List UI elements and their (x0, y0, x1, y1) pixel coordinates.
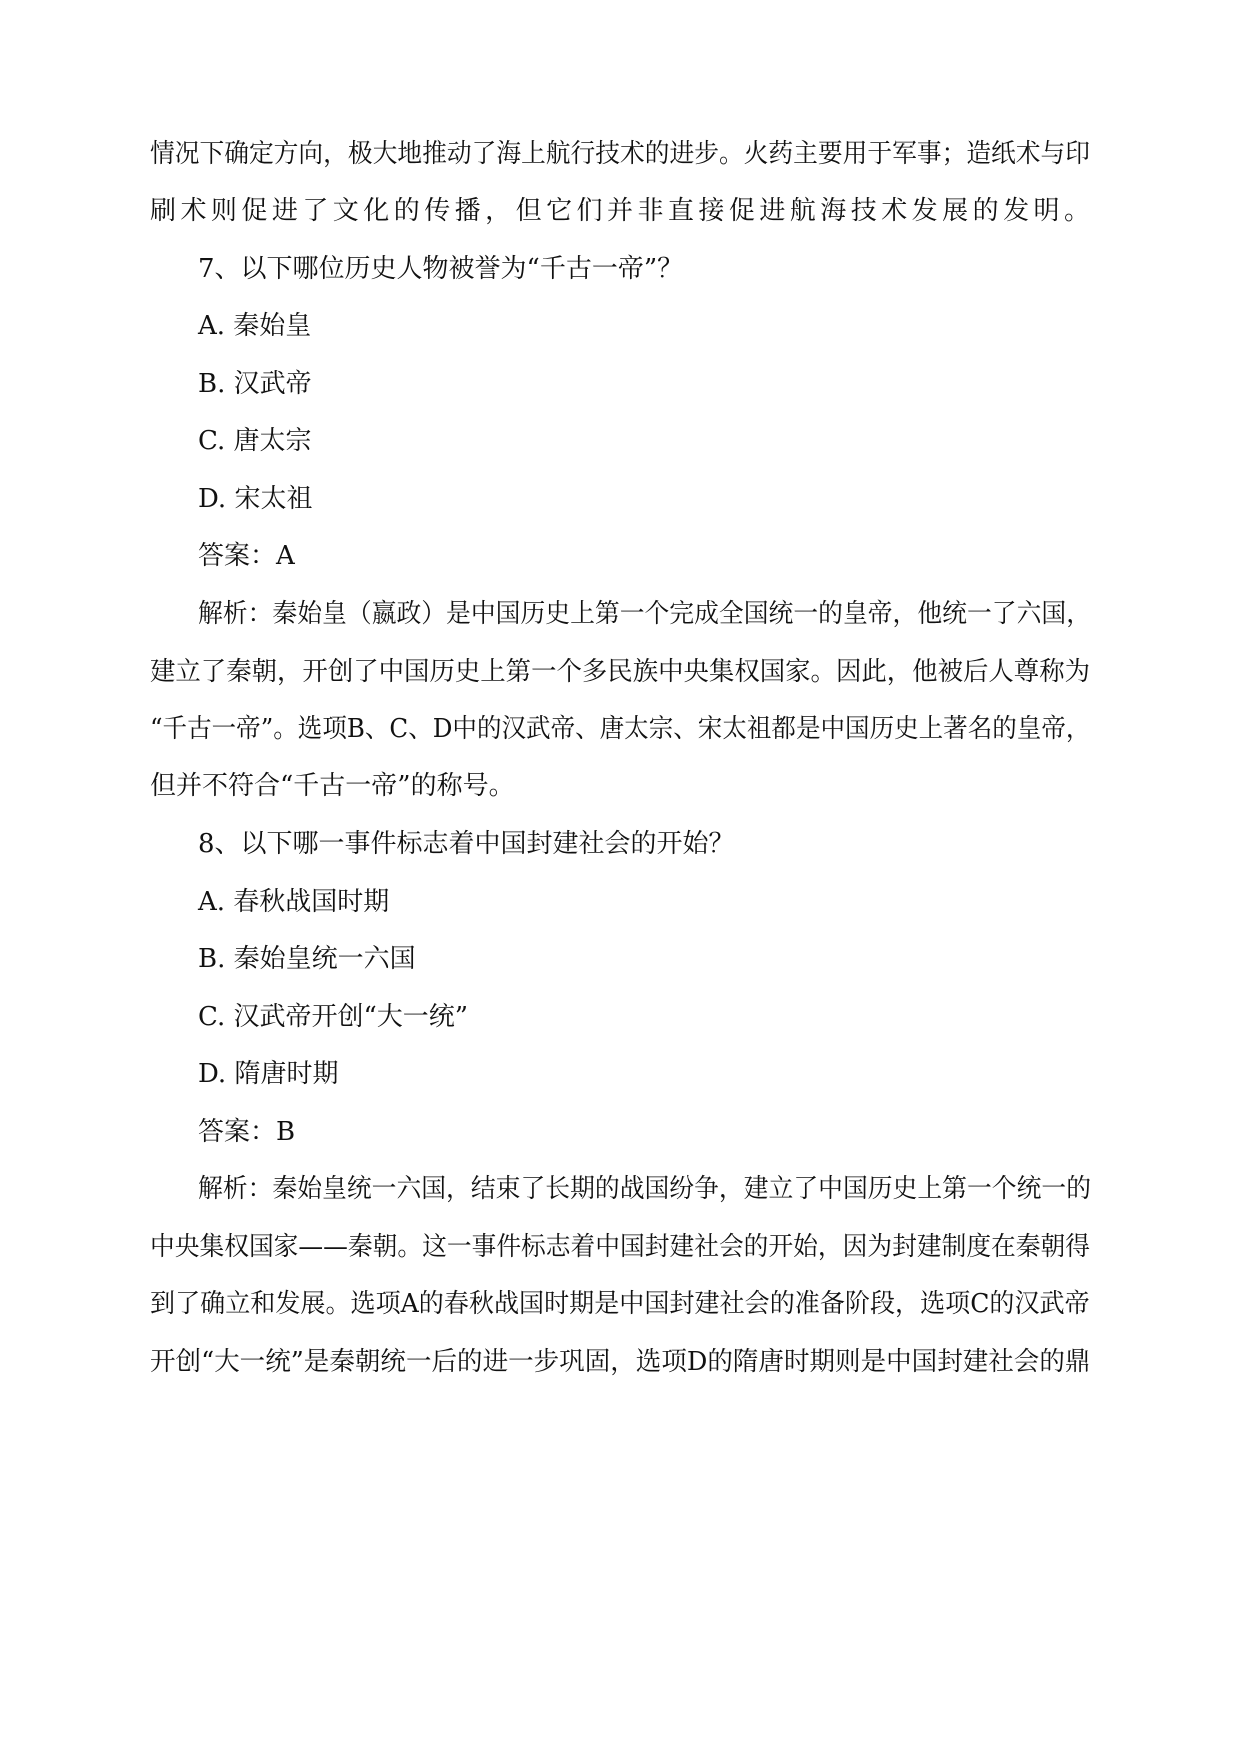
question-8: 8、以下哪一事件标志着中国封建社会的开始？ (198, 829, 735, 859)
q7-option-d: D. 宋太祖 (198, 484, 313, 514)
q7-explanation-line-3: “千古一帝”。选项B、C、D中的汉武帝、唐太宗、宋太祖都是中国历史上著名的皇帝， (150, 714, 1091, 744)
question-7: 7、以下哪位历史人物被誉为“千古一帝”？ (198, 254, 684, 284)
q8-explanation-line-2: 中央集权国家——秦朝。这一事件标志着中国封建社会的开始，因为封建制度在秦朝得 (150, 1232, 1091, 1262)
q8-option-b: B. 秦始皇统一六国 (198, 944, 416, 974)
q7-option-a: A. 秦始皇 (198, 311, 312, 341)
q8-option-a: A. 春秋战国时期 (198, 887, 390, 917)
q8-option-d: D. 隋唐时期 (198, 1059, 339, 1089)
q8-explanation-line-1: 解析：秦始皇统一六国，结束了长期的战国纷争，建立了中国历史上第一个统一的 (198, 1174, 1092, 1204)
q7-explanation-line-1: 解析：秦始皇（嬴政）是中国历史上第一个完成全国统一的皇帝，他统一了六国， (198, 599, 1092, 629)
q8-answer: 答案：B (198, 1117, 296, 1147)
intro-line-1: 情况下确定方向，极大地推动了海上航行技术的进步。火药主要用于军事；造纸术与印 (150, 139, 1091, 169)
q8-explanation-line-4: 开创“大一统”是秦朝统一后的进一步巩固，选项D的隋唐时期则是中国封建社会的鼎 (150, 1347, 1091, 1377)
q7-option-c: C. 唐太宗 (198, 426, 312, 456)
q8-option-c: C. 汉武帝开创“大一统” (198, 1002, 469, 1032)
q7-explanation-line-4: 但并不符合“千古一帝”的称号。 (150, 771, 515, 801)
q8-explanation-line-3: 到了确立和发展。选项A的春秋战国时期是中国封建社会的准备阶段，选项C的汉武帝 (150, 1289, 1090, 1319)
intro-line-2: 刷术则促进了文化的传播，但它们并非直接促进航海技术发展的发明。 (150, 196, 1095, 226)
q7-option-b: B. 汉武帝 (198, 369, 312, 399)
q7-explanation-line-2: 建立了秦朝，开创了中国历史上第一个多民族中央集权国家。因此，他被后人尊称为 (150, 657, 1091, 687)
q7-answer: 答案：A (198, 541, 295, 571)
